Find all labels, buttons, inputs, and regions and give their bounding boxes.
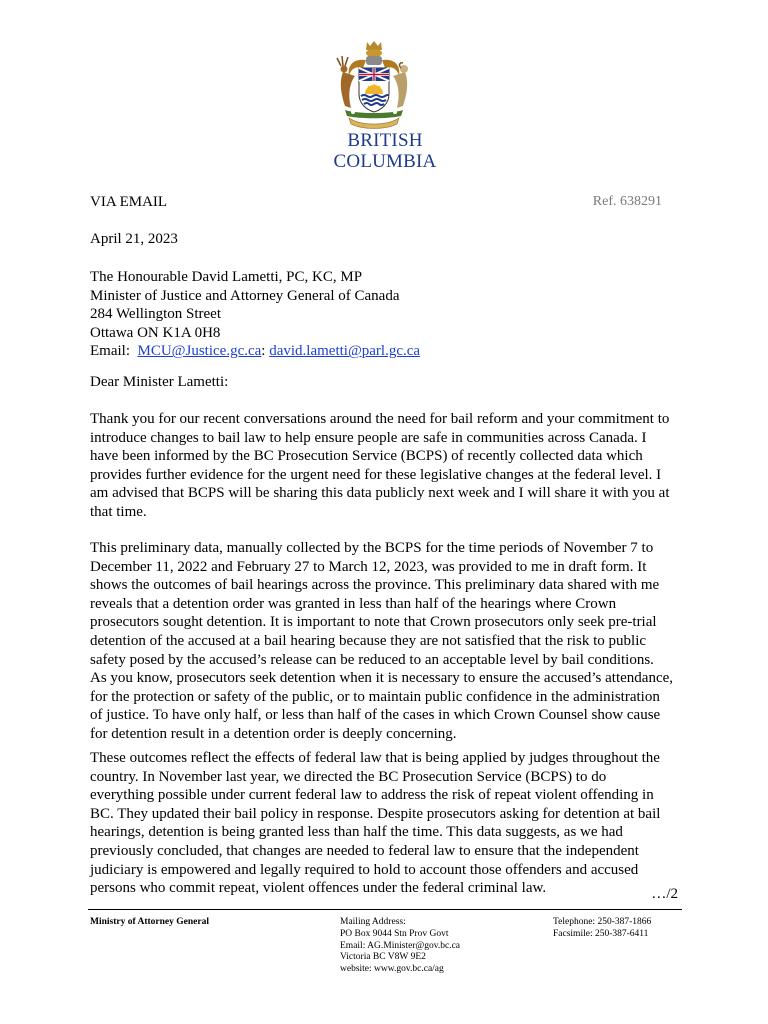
footer-facsimile: Facsimile: 250-387-6411 <box>553 928 649 939</box>
paragraph-line: detention of the accused at a bail hearing because they are not satisfied that the risk to public <box>90 632 647 649</box>
footer-telephone: Telephone: 250-387-1866 <box>553 917 652 927</box>
paragraph-line: have been informed by the BC Prosecution Service (BCPS) of recently collected data which <box>90 448 643 465</box>
recipient-address <box>90 268 420 361</box>
paragraph-line: judiciary is empowered and legally required to hold to account those offenders and accused <box>90 861 639 878</box>
footer-mail-line: PO Box 9044 Stn Prov Govt <box>340 928 449 939</box>
paragraph-line: prosecutors sought detention. It is important to note that Crown prosecutors only seek pre-trial <box>90 614 657 631</box>
paragraph-line: for the protection or safety of the public, or to maintain public confidence in the administration <box>90 688 660 705</box>
province-line-2: COLUMBIA <box>333 151 437 172</box>
recipient-email-line <box>90 342 420 361</box>
footer-mailing-address <box>340 917 460 976</box>
email-separator: : <box>261 343 266 360</box>
footer-mail-line: website: www.gov.bc.ca/ag <box>340 964 444 975</box>
reference-number: Ref. 638291 <box>592 194 662 209</box>
paragraph-line: December 11, 2022 and February 27 to March 12, 2023, was provided to me in draft form. It <box>90 558 647 575</box>
bc-coat-of-arms-icon <box>333 38 415 130</box>
paragraph-line: provides further evidence for the urgent need for these legislative changes at the federal level. I <box>90 466 662 483</box>
paragraph-line: BC. They updated their bail policy in response. Despite prosecutors asking for detention at bail <box>90 805 661 822</box>
paragraph-2 <box>90 539 680 744</box>
paragraph-line: shows the outcomes of bail hearings across the province. This preliminary data shared with me <box>90 577 660 594</box>
paragraph-line: Thank you for our recent conversations around the need for bail reform and your commitment to <box>90 411 670 427</box>
page-continuation: …/2 <box>651 886 678 902</box>
footer-ministry: Ministry of Attorney General <box>90 917 209 927</box>
letter-date: April 21, 2023 <box>90 231 178 247</box>
paragraph-line: introduce changes to bail law to help ensure people are safe in communities across Canada. I <box>90 429 647 446</box>
paragraph-1 <box>90 410 680 522</box>
paragraph-line: that time. <box>90 503 147 520</box>
paragraph-line: am advised that BCPS will be sharing this data publicly next week and I will share it with you at <box>90 485 670 502</box>
paragraph-line: reveals that a detention order was granted in less than half of the hearings where Crown <box>90 595 617 612</box>
footer-mail-line: Mailing Address: <box>340 917 406 927</box>
email-link-mcu[interactable]: MCU@Justice.gc.ca <box>137 343 262 360</box>
paragraph-line: everything possible under current federal law to address the risk of repeat violent offending in <box>90 787 654 804</box>
paragraph-line: These outcomes reflect the effects of federal law that is being applied by judges throughout the <box>90 750 660 766</box>
footer-contact-numbers <box>553 917 651 941</box>
paragraph-line: previously concluded, that changes are needed to federal law to ensure that the independent <box>90 842 639 859</box>
paragraph-line: for detention result in a detention order is deeply concerning. <box>90 725 457 742</box>
province-name <box>300 130 470 172</box>
footer-mail-line: Victoria BC V8W 9E2 <box>340 952 426 963</box>
salutation: Dear Minister Lametti: <box>90 374 229 390</box>
paragraph-line: hearings, detention is being granted less than half the time. This data suggests, as we had <box>90 824 623 841</box>
paragraph-line: of justice. To have only half, or less than half of the cases in which Crown Counsel show cause <box>90 707 661 724</box>
footer-divider <box>88 909 682 910</box>
footer-mail-line: Email: AG.Minister@gov.bc.ca <box>340 940 460 951</box>
recipient-title: Minister of Justice and Attorney General of Canada <box>90 287 400 304</box>
paragraph-line: safety posed by the accused’s release can be reduced to an acceptable level by bail conditions. <box>90 651 654 668</box>
recipient-name: The Honourable David Lametti, PC, KC, MP <box>90 269 363 285</box>
province-line-1: BRITISH <box>347 130 423 151</box>
paragraph-line: country. In November last year, we directed the BC Prosecution Service (BCPS) to do <box>90 768 607 785</box>
email-link-lametti[interactable]: david.lametti@parl.gc.ca <box>269 343 421 360</box>
delivery-method: VIA EMAIL <box>90 194 168 210</box>
paragraph-line: This preliminary data, manually collected by the BCPS for the time periods of November 7 to <box>90 540 654 556</box>
paragraph-line: persons who commit repeat, violent offences under the federal criminal law. <box>90 880 547 897</box>
paragraph-line: As you know, prosecutors seek detention when it is necessary to ensure the accused’s attendance, <box>90 670 674 687</box>
recipient-city: Ottawa ON K1A 0H8 <box>90 324 221 341</box>
recipient-street: 284 Wellington Street <box>90 306 222 323</box>
paragraph-3 <box>90 749 680 898</box>
email-label: Email: <box>90 343 130 360</box>
